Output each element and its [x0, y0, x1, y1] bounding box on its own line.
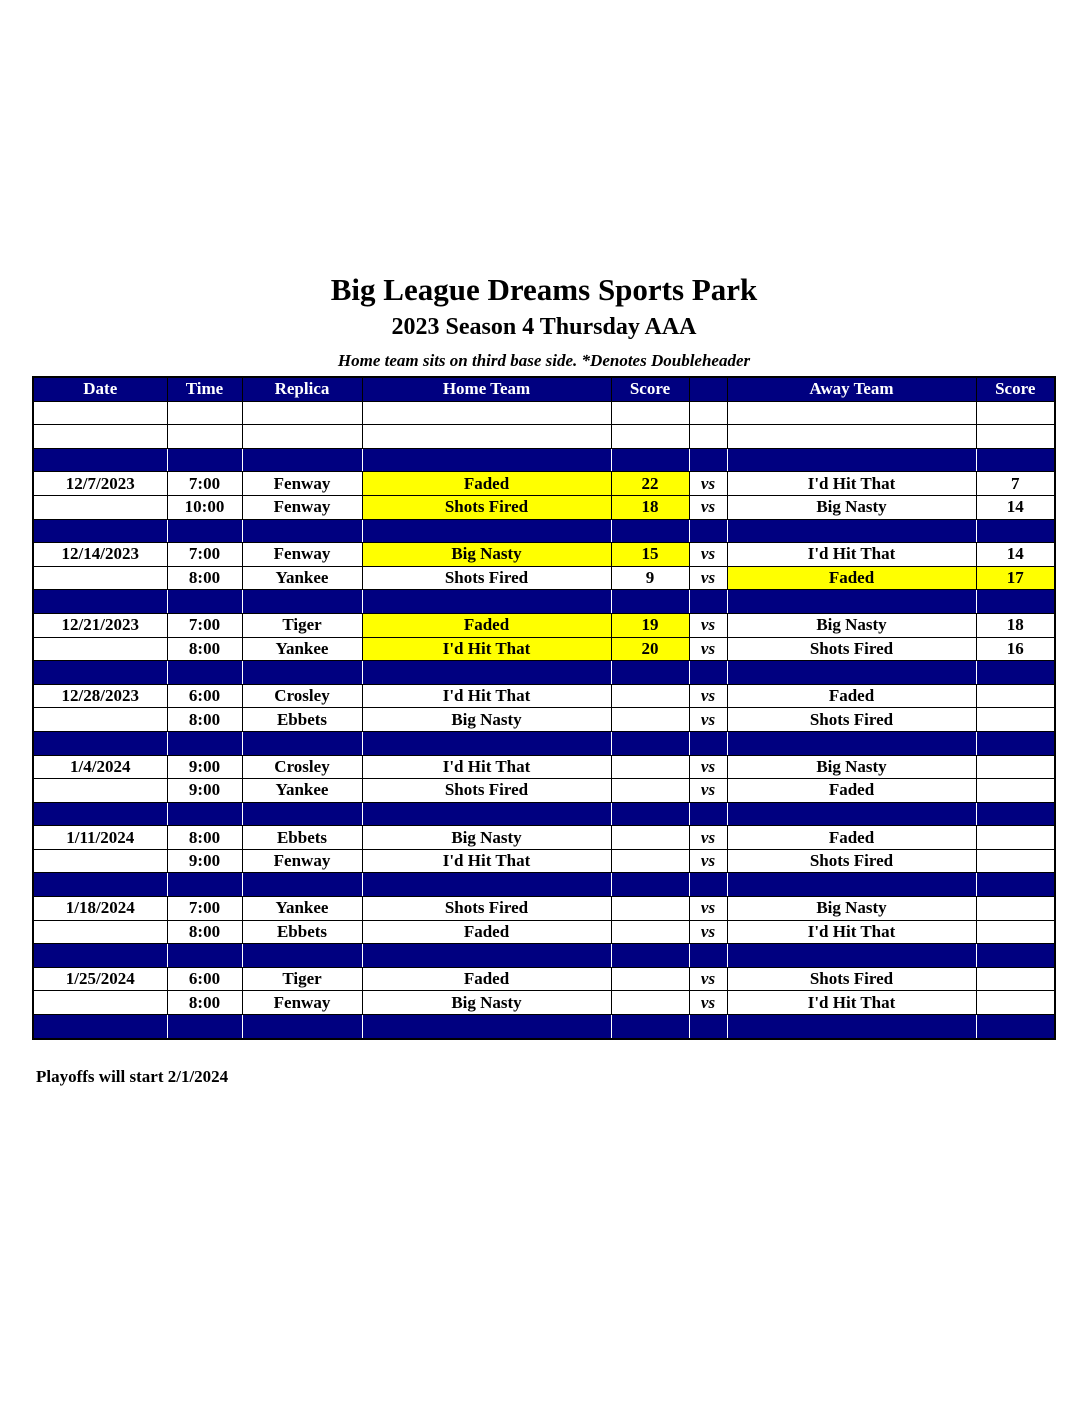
blank-cell	[242, 425, 362, 449]
vs-label: vs	[689, 849, 727, 873]
separator-row	[33, 448, 1055, 472]
separator-cell	[33, 590, 167, 614]
blank-cell	[242, 401, 362, 425]
game-replica: Tiger	[242, 967, 362, 991]
separator-cell	[167, 519, 242, 543]
separator-cell	[727, 590, 976, 614]
vs-label: vs	[689, 637, 727, 661]
separator-cell	[611, 802, 689, 826]
vs-label: vs	[689, 920, 727, 944]
separator-cell	[976, 802, 1055, 826]
away-score: 7	[976, 472, 1055, 496]
game-time: 8:00	[167, 566, 242, 590]
away-team: Big Nasty	[727, 613, 976, 637]
home-team: Faded	[362, 967, 611, 991]
separator-cell	[611, 944, 689, 968]
separator-cell	[242, 1015, 362, 1039]
schedule-note: Home team sits on third base side. *Denotes Doubleheader	[337, 351, 751, 370]
home-score	[611, 991, 689, 1015]
separator-cell	[727, 873, 976, 897]
blank-cell	[689, 425, 727, 449]
away-score: 18	[976, 613, 1055, 637]
home-score	[611, 967, 689, 991]
separator-cell	[242, 802, 362, 826]
game-row	[33, 708, 1055, 732]
away-score	[976, 755, 1055, 779]
home-score: 15	[611, 543, 689, 567]
game-replica: Yankee	[242, 897, 362, 921]
blank-cell	[689, 401, 727, 425]
separator-cell	[362, 590, 611, 614]
game-row	[33, 755, 1055, 779]
col-header-away-score: Score	[976, 377, 1055, 401]
separator-cell	[976, 1015, 1055, 1039]
game-date: 1/4/2024	[33, 755, 167, 779]
page-title: Big League Dreams Sports Park	[330, 272, 758, 307]
game-replica: Ebbets	[242, 826, 362, 850]
vs-label: vs	[689, 779, 727, 803]
game-row	[33, 543, 1055, 567]
home-score	[611, 684, 689, 708]
game-time: 9:00	[167, 755, 242, 779]
page-subtitle: 2023 Season 4 Thursday AAA	[391, 314, 697, 340]
game-time: 7:00	[167, 472, 242, 496]
away-team: Faded	[727, 779, 976, 803]
game-date	[33, 637, 167, 661]
home-score	[611, 849, 689, 873]
vs-label: vs	[689, 967, 727, 991]
vs-label: vs	[689, 543, 727, 567]
game-replica: Fenway	[242, 991, 362, 1015]
game-date	[33, 779, 167, 803]
away-team: Faded	[727, 566, 976, 590]
separator-cell	[33, 944, 167, 968]
away-team: I'd Hit That	[727, 472, 976, 496]
game-replica: Yankee	[242, 637, 362, 661]
blank-cell	[976, 401, 1055, 425]
game-time: 6:00	[167, 967, 242, 991]
home-score	[611, 826, 689, 850]
separator-cell	[33, 873, 167, 897]
separator-cell	[167, 731, 242, 755]
game-date: 12/21/2023	[33, 613, 167, 637]
separator-cell	[362, 661, 611, 685]
blank-cell	[976, 425, 1055, 449]
game-row	[33, 826, 1055, 850]
separator-cell	[362, 944, 611, 968]
away-score	[976, 849, 1055, 873]
blank-cell	[167, 401, 242, 425]
game-time: 10:00	[167, 495, 242, 519]
separator-cell	[33, 661, 167, 685]
game-time: 7:00	[167, 613, 242, 637]
home-score	[611, 755, 689, 779]
away-team: Faded	[727, 684, 976, 708]
separator-cell	[362, 519, 611, 543]
separator-cell	[976, 519, 1055, 543]
home-team: Shots Fired	[362, 495, 611, 519]
separator-cell	[727, 802, 976, 826]
schedule-header	[33, 377, 1055, 401]
home-score: 9	[611, 566, 689, 590]
header-row	[33, 377, 1055, 401]
away-score	[976, 920, 1055, 944]
home-team: Faded	[362, 920, 611, 944]
away-score	[976, 826, 1055, 850]
col-header-vs	[689, 377, 727, 401]
separator-cell	[689, 448, 727, 472]
game-date	[33, 495, 167, 519]
separator-cell	[242, 590, 362, 614]
separator-row	[33, 944, 1055, 968]
away-score: 14	[976, 495, 1055, 519]
game-date: 1/11/2024	[33, 826, 167, 850]
game-row	[33, 897, 1055, 921]
vs-label: vs	[689, 897, 727, 921]
schedule-table	[32, 376, 1056, 1040]
blank-cell	[611, 425, 689, 449]
game-date: 12/14/2023	[33, 543, 167, 567]
blank-cell	[727, 425, 976, 449]
game-date: 12/28/2023	[33, 684, 167, 708]
game-date	[33, 920, 167, 944]
separator-cell	[611, 873, 689, 897]
home-score	[611, 897, 689, 921]
separator-row	[33, 1015, 1055, 1039]
separator-cell	[33, 802, 167, 826]
away-team: Shots Fired	[727, 967, 976, 991]
game-date	[33, 849, 167, 873]
away-team: Big Nasty	[727, 495, 976, 519]
separator-cell	[33, 1015, 167, 1039]
separator-cell	[727, 448, 976, 472]
separator-cell	[976, 661, 1055, 685]
separator-cell	[167, 802, 242, 826]
away-score	[976, 779, 1055, 803]
separator-cell	[689, 661, 727, 685]
game-row	[33, 684, 1055, 708]
game-row	[33, 613, 1055, 637]
away-team: I'd Hit That	[727, 920, 976, 944]
separator-row	[33, 661, 1055, 685]
vs-label: vs	[689, 613, 727, 637]
game-time: 8:00	[167, 991, 242, 1015]
separator-cell	[242, 519, 362, 543]
separator-cell	[167, 448, 242, 472]
home-score: 19	[611, 613, 689, 637]
game-replica: Crosley	[242, 684, 362, 708]
schedule-body	[33, 401, 1055, 1039]
game-row	[33, 967, 1055, 991]
separator-cell	[362, 873, 611, 897]
game-time: 8:00	[167, 920, 242, 944]
game-date	[33, 566, 167, 590]
away-score	[976, 991, 1055, 1015]
col-header-time: Time	[167, 377, 242, 401]
separator-cell	[689, 1015, 727, 1039]
game-date	[33, 708, 167, 732]
home-score: 22	[611, 472, 689, 496]
away-score	[976, 684, 1055, 708]
col-header-home-team: Home Team	[362, 377, 611, 401]
col-header-date: Date	[33, 377, 167, 401]
away-score: 16	[976, 637, 1055, 661]
separator-row	[33, 519, 1055, 543]
home-team: Big Nasty	[362, 708, 611, 732]
game-row	[33, 779, 1055, 803]
separator-cell	[611, 590, 689, 614]
separator-cell	[33, 519, 167, 543]
game-replica: Ebbets	[242, 708, 362, 732]
separator-cell	[727, 731, 976, 755]
away-team: I'd Hit That	[727, 991, 976, 1015]
separator-cell	[689, 519, 727, 543]
vs-label: vs	[689, 708, 727, 732]
separator-cell	[167, 590, 242, 614]
separator-row	[33, 873, 1055, 897]
separator-cell	[727, 944, 976, 968]
separator-cell	[242, 661, 362, 685]
separator-cell	[33, 731, 167, 755]
separator-row	[33, 590, 1055, 614]
game-replica: Fenway	[242, 543, 362, 567]
separator-cell	[976, 944, 1055, 968]
away-team: Shots Fired	[727, 849, 976, 873]
blank-row	[33, 425, 1055, 449]
home-score	[611, 779, 689, 803]
separator-row	[33, 802, 1055, 826]
vs-label: vs	[689, 472, 727, 496]
separator-cell	[362, 802, 611, 826]
game-row	[33, 849, 1055, 873]
separator-cell	[242, 731, 362, 755]
separator-cell	[611, 1015, 689, 1039]
game-date	[33, 991, 167, 1015]
home-score	[611, 708, 689, 732]
home-team: I'd Hit That	[362, 684, 611, 708]
game-row	[33, 637, 1055, 661]
home-team: Big Nasty	[362, 826, 611, 850]
game-row	[33, 495, 1055, 519]
vs-label: vs	[689, 826, 727, 850]
game-time: 7:00	[167, 543, 242, 567]
separator-cell	[727, 1015, 976, 1039]
home-score: 18	[611, 495, 689, 519]
separator-cell	[242, 448, 362, 472]
away-score: 14	[976, 543, 1055, 567]
separator-cell	[362, 448, 611, 472]
separator-cell	[976, 448, 1055, 472]
home-score: 20	[611, 637, 689, 661]
separator-cell	[242, 873, 362, 897]
home-team: I'd Hit That	[362, 849, 611, 873]
separator-cell	[611, 731, 689, 755]
game-time: 7:00	[167, 897, 242, 921]
blank-cell	[362, 425, 611, 449]
game-replica: Tiger	[242, 613, 362, 637]
game-row	[33, 991, 1055, 1015]
separator-cell	[242, 944, 362, 968]
separator-cell	[33, 448, 167, 472]
away-score: 17	[976, 566, 1055, 590]
separator-cell	[689, 944, 727, 968]
away-score	[976, 708, 1055, 732]
separator-cell	[689, 873, 727, 897]
home-team: I'd Hit That	[362, 755, 611, 779]
home-team: Shots Fired	[362, 566, 611, 590]
game-replica: Yankee	[242, 779, 362, 803]
separator-cell	[976, 731, 1055, 755]
separator-cell	[362, 1015, 611, 1039]
home-team: I'd Hit That	[362, 637, 611, 661]
separator-cell	[689, 731, 727, 755]
separator-cell	[167, 1015, 242, 1039]
home-team: Shots Fired	[362, 779, 611, 803]
game-row	[33, 472, 1055, 496]
game-row	[33, 920, 1055, 944]
game-time: 9:00	[167, 849, 242, 873]
game-replica: Yankee	[242, 566, 362, 590]
game-date: 12/7/2023	[33, 472, 167, 496]
col-header-replica: Replica	[242, 377, 362, 401]
vs-label: vs	[689, 684, 727, 708]
game-time: 8:00	[167, 708, 242, 732]
blank-cell	[167, 425, 242, 449]
home-score	[611, 920, 689, 944]
away-score	[976, 967, 1055, 991]
separator-cell	[976, 590, 1055, 614]
home-team: Big Nasty	[362, 991, 611, 1015]
game-replica: Ebbets	[242, 920, 362, 944]
away-team: Big Nasty	[727, 897, 976, 921]
separator-row	[33, 731, 1055, 755]
away-team: Faded	[727, 826, 976, 850]
away-team: Big Nasty	[727, 755, 976, 779]
home-team: Shots Fired	[362, 897, 611, 921]
col-header-home-score: Score	[611, 377, 689, 401]
playoffs-note: Playoffs will start 2/1/2024	[36, 1067, 229, 1086]
away-team: I'd Hit That	[727, 543, 976, 567]
game-date: 1/18/2024	[33, 897, 167, 921]
separator-cell	[689, 590, 727, 614]
separator-cell	[611, 519, 689, 543]
blank-cell	[33, 425, 167, 449]
game-row	[33, 566, 1055, 590]
separator-cell	[689, 802, 727, 826]
game-replica: Fenway	[242, 849, 362, 873]
separator-cell	[167, 873, 242, 897]
game-time: 8:00	[167, 637, 242, 661]
blank-cell	[727, 401, 976, 425]
home-team: Faded	[362, 613, 611, 637]
game-replica: Fenway	[242, 495, 362, 519]
separator-cell	[611, 448, 689, 472]
separator-cell	[727, 519, 976, 543]
home-team: Faded	[362, 472, 611, 496]
home-team: Big Nasty	[362, 543, 611, 567]
game-date: 1/25/2024	[33, 967, 167, 991]
game-replica: Fenway	[242, 472, 362, 496]
game-time: 9:00	[167, 779, 242, 803]
col-header-away-team: Away Team	[727, 377, 976, 401]
vs-label: vs	[689, 566, 727, 590]
game-time: 6:00	[167, 684, 242, 708]
separator-cell	[976, 873, 1055, 897]
away-team: Shots Fired	[727, 637, 976, 661]
separator-cell	[362, 731, 611, 755]
separator-cell	[167, 661, 242, 685]
blank-cell	[611, 401, 689, 425]
game-replica: Crosley	[242, 755, 362, 779]
blank-cell	[33, 401, 167, 425]
vs-label: vs	[689, 495, 727, 519]
separator-cell	[727, 661, 976, 685]
vs-label: vs	[689, 991, 727, 1015]
away-team: Shots Fired	[727, 708, 976, 732]
away-score	[976, 897, 1055, 921]
separator-cell	[611, 661, 689, 685]
blank-cell	[362, 401, 611, 425]
separator-cell	[167, 944, 242, 968]
vs-label: vs	[689, 755, 727, 779]
blank-row	[33, 401, 1055, 425]
game-time: 8:00	[167, 826, 242, 850]
